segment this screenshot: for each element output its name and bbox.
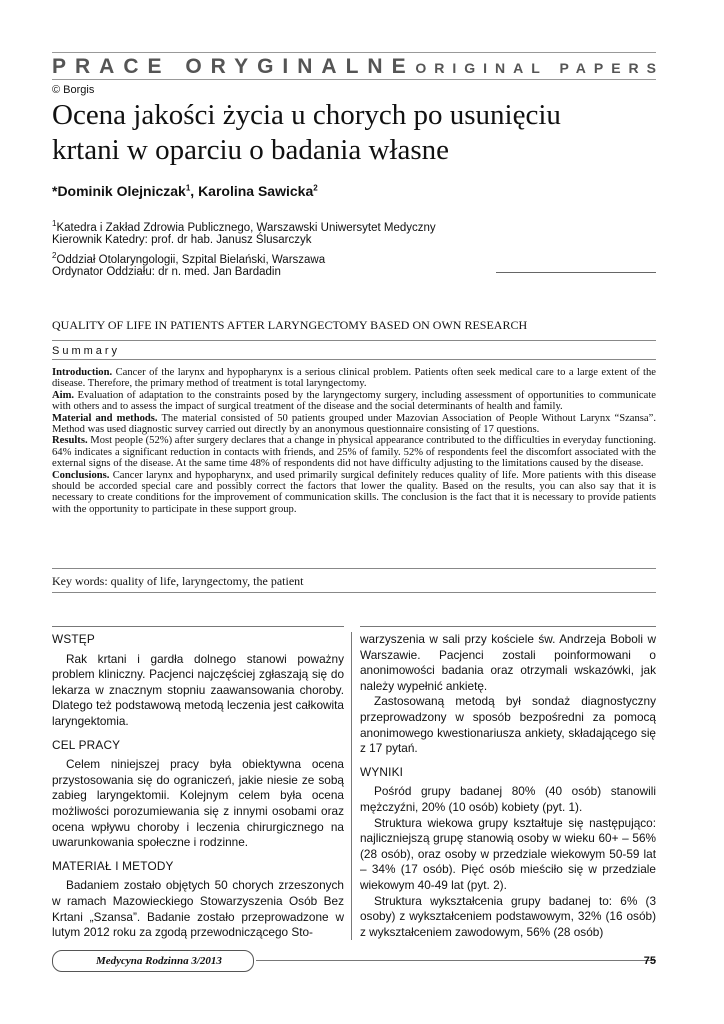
- abstract-label: Conclusions.: [52, 469, 110, 481]
- keywords: Key words: quality of life, laryngectomy, the patient: [52, 574, 304, 588]
- abstract-label: Results.: [52, 435, 88, 447]
- keywords-bottom-rule: [52, 592, 656, 593]
- section-label-en: ORIGINAL PAPERS: [415, 60, 664, 76]
- body-left-top-rule: [52, 626, 344, 627]
- abstract-text: The material consisted of 50 patients grouped under Mazovian Association of People Without Larynx “Szansa”. Method was used diagnostic survey carried out directly by an anonymous questionnaire consisting of 17 questions.: [52, 412, 656, 436]
- summary-top-rule: [52, 340, 656, 341]
- author-name: Karolina Sawicka: [198, 183, 314, 199]
- section-heading: WYNIKI: [360, 764, 404, 779]
- affiliation-text: Ordynator Oddziału: dr n. med. Jan Bardadin: [52, 266, 281, 278]
- body-paragraph: Rak krtani i gardła dolnego stanowi poważny problem kliniczny. Pacjenci najczęściej zgłaszają się do lekarza w znacznym stopniu zaawansowania choroby. Dlatego też podstawową metodą leczenia jest całkowita laryngektomia.: [52, 651, 344, 728]
- abstract-paragraph: [52, 435, 656, 469]
- abstract-label: Aim.: [52, 389, 75, 401]
- page-number: 75: [643, 955, 656, 967]
- abstract: [52, 367, 656, 515]
- article-title-line-2: krtani w oparciu o badania własne: [52, 134, 449, 166]
- body-paragraph: Struktura wykształcenia grupy badanej to: 6% (3 osoby) z wykształceniem podstawowym, 32% (16 osób) z wykształceniem zawodowym, 56% (28 osób): [360, 893, 656, 939]
- abstract-paragraph: [52, 470, 656, 516]
- abstract-paragraph: [52, 413, 656, 436]
- footer-rule: [256, 960, 656, 961]
- affiliation-sup: 1: [52, 219, 57, 228]
- english-title: QUALITY OF LIFE IN PATIENTS AFTER LARYNGECTOMY BASED ON OWN RESEARCH: [52, 318, 528, 332]
- header-top-rule: [52, 52, 656, 53]
- body-paragraph: warzyszenia w sali przy kościele św. Andrzeja Boboli w Warszawie. Pacjenci zostali poinformowani o anonimowości badania oraz otrzymali wskazówki, jak należy wypełnić ankietę.: [360, 632, 656, 693]
- keywords-top-rule: [52, 568, 656, 569]
- body-paragraph: Celem niniejszej pracy była obiektywna ocena przystosowania się do ograniczeń, jakie niesie ze sobą zabieg laryngektomii. Kolejnym celem była ocena możliwości porozumiewania się z innymi osobami oraz ocena wpływu choroby i leczenia chirurgicznego na uwarunkowania społeczne i rodzinne.: [52, 757, 344, 850]
- section-header: [52, 55, 664, 79]
- affiliation-text: Oddział Otolaryngologii, Szpital Bielański, Warszawa: [56, 253, 326, 266]
- authors: [52, 183, 318, 199]
- section-heading: WSTĘP: [52, 632, 95, 646]
- copyright: © Borgis: [52, 84, 95, 96]
- abstract-paragraph: [52, 390, 656, 413]
- section-label-pl: PRACE ORYGINALNE: [52, 55, 415, 78]
- article-title-line-1: Ocena jakości życia u chorych po usunięciu: [52, 99, 561, 131]
- abstract-text: Most people (52%) after surgery declares that a change in physical appearance contributed to the difficulties in everyday functioning. 64% indicates a significant reduction in contacts with friends, and 25% of family. 52% of respondents feel the discomfort associated with the external signs of the disease. At the same time 48% of respondents did not have difficulty adjusting to the limitations caused by the disease.: [52, 435, 656, 470]
- summary-label: Summary: [52, 345, 121, 357]
- body-paragraph: Badaniem zostało objętych 50 chorych zrzeszonych w ramach Mazowieckiego Stowarzyszenia Osób Bez Krtani „Szansa”. Badanie zostało przeprowadzone w lutym 2012 roku za zgodą przewodniczącego Sto-: [52, 878, 344, 940]
- body-right-top-rule: [360, 626, 656, 627]
- column-divider: [351, 632, 352, 940]
- body-column-left: [52, 632, 344, 941]
- abstract-text: Cancer larynx and hypopharynx, and used primarily surgical definitely reduces quality of life. More patients with this disease should be accorded special care and possibly correct the factors that lower the quality. Based on the results, you can also say that it is necessary to create conditions for the improvement of communication skills. The conclusion is the fact that it is necessary to provide patients with the opportunity to participate in these support group.: [52, 469, 656, 515]
- body-paragraph: Struktura wiekowa grupy kształtuje się następująco: najliczniejszą grupę stanowią osoby w wieku 60+ – 56% (28 osób), oraz osoby w przedziale wiekowym 50-59 lat – 34% (17 osób). Pięć osób mieściło się w przedziale wiekowym 40-49 lat (pyt. 2).: [360, 815, 656, 892]
- footer-journal: Medycyna Rodzinna 3/2013: [96, 955, 222, 967]
- article-title: [52, 98, 652, 168]
- body-paragraph: Zastosowaną metodą był sondaż diagnostyczny przeprowadzony w sposób bezpośredni za pomocą anonimowego kwestionariusza ankiety, składającego się z 17 pytań.: [360, 694, 656, 756]
- abstract-paragraph: [52, 367, 656, 390]
- affiliation: [52, 232, 312, 248]
- author-affiliation-sup: 2: [313, 183, 318, 193]
- abstract-label: Introduction.: [52, 367, 113, 378]
- summary-bottom-rule: [52, 359, 656, 360]
- affiliation: [52, 264, 281, 280]
- header-bottom-rule: [52, 79, 656, 80]
- author-affiliation-sup: 1: [185, 183, 191, 193]
- author-separator: ,: [190, 183, 199, 199]
- affiliation-rule: [496, 272, 656, 273]
- body-paragraph: Pośród grupy badanej 80% (40 osób) stanowili mężczyźni, 20% (10 osób) kobiety (pyt. 1).: [360, 784, 656, 814]
- author-name: *Dominik Olejniczak: [52, 183, 186, 199]
- affiliation-text: Katedra i Zakład Zdrowia Publicznego, Warszawski Uniwersytet Medyczny: [56, 221, 436, 234]
- abstract-text: Evaluation of adaptation to the constraints posed by the laryngectomy surgery, including assessment of opportunities to communicate with others and to assess the impact of surgical treatment of the disease and the social determinants of health and family.: [52, 389, 656, 413]
- abstract-text: Cancer of the larynx and hypopharynx is a serious clinical problem. Patients often seek medical care to a large extent of the disease. Therefore, the primary method of treatment is total laryngectomy.: [52, 367, 656, 390]
- section-heading: MATERIAŁ I METODY: [52, 858, 174, 873]
- section-heading: CEL PRACY: [52, 737, 121, 752]
- affiliation-text: Kierownik Katedry: prof. dr hab. Janusz Ślusarczyk: [52, 234, 312, 246]
- affiliation-sup: 2: [52, 251, 57, 260]
- body-column-right: [360, 632, 656, 940]
- abstract-label: Material and methods.: [52, 412, 158, 424]
